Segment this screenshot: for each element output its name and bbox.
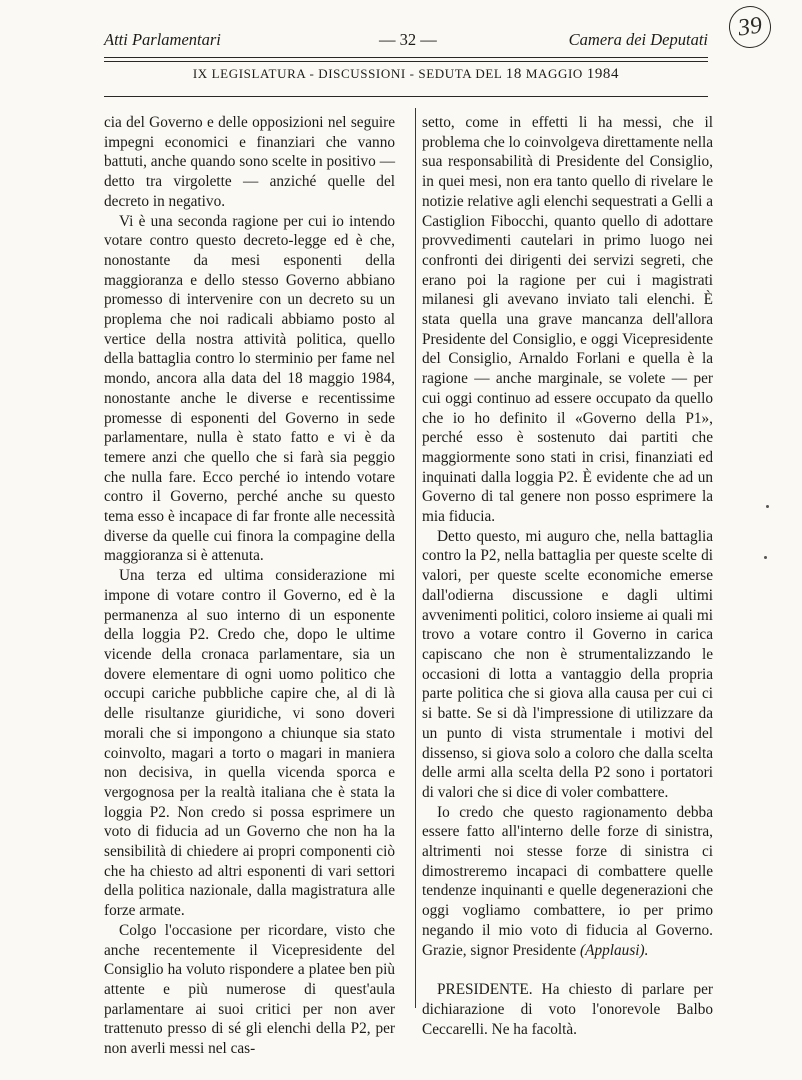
paragraph: Una terza ed ultima considerazione mi impone di votare contro il Governo, ed è la permanenza al suo interno di un esponente della loggia P2. Credo che, dopo le ultime vicende della cronaca parlamentare, sia un dovere elementare di ogni uomo politico che occupi cariche pubbliche capire che, al di là delle risultanze giuridiche, vi sono doveri morali che si impongono a chiunque sia stato coinvolto, magari a torto o magari in maniera non decisiva, in quella vicenda sporca e vergognosa per la realtà italiana che è stata la loggia P2. Non credo si possa esprimere un voto di fiducia ad un Governo che non ha la sensibilità di chiedere ai propri componenti ciò che ha chiesto ad altri esponenti di vari settori della politica nazionale, dalla magistratura alle forze armate. — [104, 567, 395, 920]
page-number: — 32 — — [379, 30, 437, 49]
session-year: 1984 — [586, 66, 620, 82]
paragraph: Colgo l'occasione per ricordare, visto che anche recentemente il Vicepresidente del Consiglio ha voluto rispondere a platee ben più attente e più numerose di quest'aula parlamentare ai suoi critici per non aver trattenuto presso di sé gli elenchi della P2, per non averli messi nel cas- — [104, 921, 395, 1058]
session-rule — [104, 96, 708, 97]
paragraph: Detto questo, mi auguro che, nella battaglia contro la P2, nella battaglia per queste scelte di valori, per queste scelte economiche emerse dall'odierna discussione e dagli ultimi avvenimenti politici, coloro insieme ai quali mi trovo a votare contro il Governo in carica capiscano che non è strumentalizzando le occasioni di lotta a vantaggio della propria parte politica che si giova alla causa per cui ci si batte. Se si dà l'impressione di utilizzare da un punto di vista strumentale i motivi del dissenso, si giova solo a coloro che dalla scelta delle armi alla scelta della P2 sono i portatori di valori che si dice di voler combattere. — [422, 527, 713, 801]
paragraph: setto, come in effetti li ha messi, che il problema che lo coinvolgeva direttamente nella sua responsabilità di Presidente del Consiglio, in quei mesi, non era tanto quello di rivelare le notizie relative agli elenchi sequestrati a Gelli a Castiglion Fibocchi, quanto quello di adottare provvedimenti cautelari in primo luogo nei confronti dei dirigenti dei servizi segreti, che erano poi la ragione per cui i magistrati milanesi gli avevano inviato tali elenchi. È stata quella una grave mancanza dell'allora Presidente del Consiglio, e oggi Vicepresidente del Consiglio, Arnaldo Forlani e quella è la ragione — anche marginale, se volete — per cui oggi continuo ad essere occupato da quello che io ho definito il «Governo della P1», perché esso è sostenuto dai partiti che maggiormente sono stati in crisi, finanziati ed inquinati dalla loggia P2. È evidente che ad un Governo di tal genere non posso esprimere la mia fiducia. — [422, 114, 713, 526]
session-line — [104, 66, 708, 83]
session-day: 18 — [505, 66, 522, 82]
publication-title: Atti Parlamentari — [104, 30, 221, 49]
president-statement: PRESIDENTE. Ha chiesto di parlare per dichiarazione di voto l'onorevole Balbo Ceccarelli. Ne ha facoltà. — [422, 981, 713, 1038]
right-column — [422, 113, 713, 1039]
applause-note: (Applausi). — [580, 941, 649, 959]
page-stamp: 39 — [726, 3, 773, 50]
paragraph: Vi è una seconda ragione per cui io intendo votare contro questo decreto-legge ed è che, nonostante da mesi esponenti della maggioranza e dello stesso Governo abbiano promesso di intervenire con un decreto su un proplema che noi radicali abbiamo posto al vertice della nostra attività politica, quello della battaglia contro lo sterminio per fame nel mondo, ancora alla data del 18 maggio 1984, nonostante anche le diverse e recentissime promesse di esponenti del Governo in sede parlamentare, nulla è stato fatto e vi è da temere anzi che quello che si farà sia peggio che nulla fare. Ecco perché io intendo votare contro il Governo, perché anche su questo tema esso è incapace di far fronte alle necessità diverse da quelle cui finora la compagine della maggioranza si è attenuta. — [104, 212, 395, 565]
header-rule-top — [104, 57, 708, 58]
session-prefix: IX LEGISLATURA - DISCUSSIONI - SEDUTA DEL — [192, 66, 506, 81]
chamber-name: Camera dei Deputati — [568, 30, 708, 49]
scan-speck — [764, 556, 767, 559]
scan-speck — [766, 505, 769, 508]
session-month: MAGGIO — [521, 66, 587, 81]
header-rule-bottom — [104, 61, 708, 62]
paragraph: cia del Governo e delle opposizioni nel seguire impegni economici e finanziari che vanno battuti, anche quando sono scelte in positivo — detto tra virgolette — anziché quelle del decreto in negativo. — [104, 114, 395, 210]
page-header — [104, 30, 708, 54]
column-divider — [415, 108, 416, 1008]
left-column — [104, 113, 395, 1059]
paragraph — [422, 803, 713, 961]
spacer — [422, 960, 713, 980]
paragraph-text: Io credo che questo ragionamento debba essere fatto all'interno delle forze di sinistra, altrimenti noi stesse forze di sinistra ci dimostreremo incapaci di combattere quelle tendenze inquinanti e quelle degenerazioni che oggi vogliamo combattere, io per primo negando il mio voto di fiducia al Governo. Grazie, signor Presidente — [422, 803, 713, 959]
